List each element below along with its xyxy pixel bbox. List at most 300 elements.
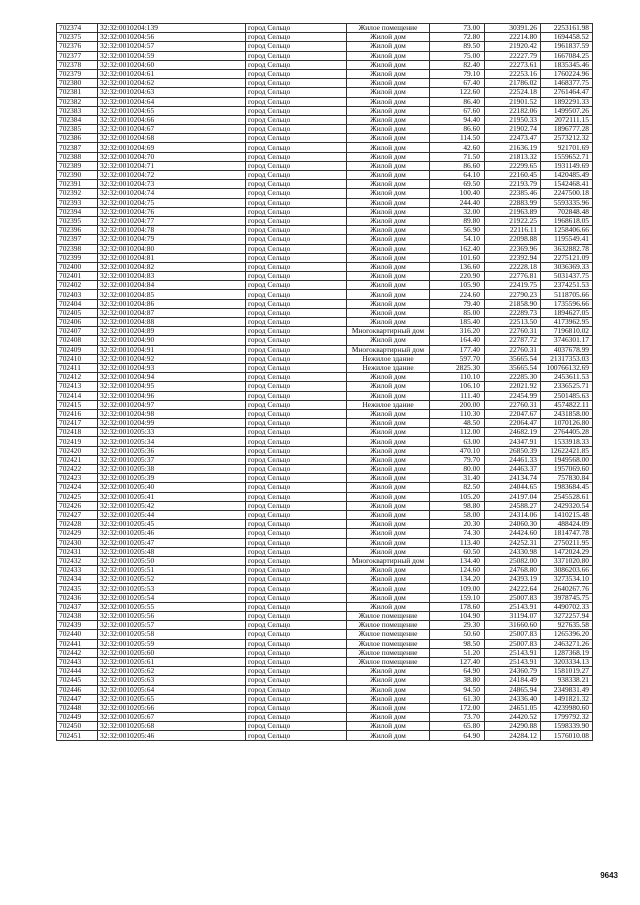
cadastral-number-cell: 32:32:0010204:93 [98,363,246,372]
cadastral-value-cell: 1892291.33 [541,97,593,106]
table-row [57,510,593,519]
specific-value-cell: 24651.05 [485,703,541,712]
table-row [57,630,593,639]
cadastral-number-cell: 32:32:0010204:79 [98,235,246,244]
row-number-cell: 702446 [57,685,98,694]
specific-value-cell: 24197.04 [485,492,541,501]
address-cell: город Сельцо [246,180,347,189]
table-row [57,584,593,593]
object-type-cell: Жилой дом [347,161,430,170]
cadastral-value-cell: 2253161.98 [541,24,593,33]
object-type-cell: Жилое помещение [347,648,430,657]
area-cell: 224.60 [430,290,485,299]
cadastral-number-cell: 32:32:0010205:37 [98,455,246,464]
area-cell: 75.00 [430,51,485,60]
area-cell: 72.80 [430,33,485,42]
address-cell: город Сельцо [246,630,347,639]
cadastral-value-cell: 1598339.90 [541,722,593,731]
cadastral-value-cell: 2764405.28 [541,428,593,437]
row-number-cell: 702410 [57,354,98,363]
table-row [57,419,593,428]
object-type-cell: Жилое помещение [347,630,430,639]
cadastral-number-cell: 32:32:0010204:70 [98,152,246,161]
object-type-cell: Жилой дом [347,676,430,685]
area-cell: 32.00 [430,207,485,216]
address-cell: город Сельцо [246,529,347,538]
cadastral-number-cell: 32:32:0010205:46 [98,529,246,538]
row-number-cell: 702429 [57,529,98,538]
cadastral-number-cell: 32:32:0010204:78 [98,226,246,235]
object-type-cell: Жилой дом [347,143,430,152]
address-cell: город Сельцо [246,409,347,418]
table-row [57,437,593,446]
cadastral-number-cell: 32:32:0010204:95 [98,382,246,391]
row-number-cell: 702422 [57,465,98,474]
row-number-cell: 702406 [57,318,98,327]
object-type-cell: Жилой дом [347,713,430,722]
cadastral-value-cell: 1195549.41 [541,235,593,244]
table-row [57,520,593,529]
address-cell: город Сельцо [246,318,347,327]
area-cell: 65.80 [430,722,485,731]
cadastral-value-cell: 1491821.32 [541,694,593,703]
cadastral-value-cell: 2349831.49 [541,685,593,694]
cadastral-value-cell: 921701.69 [541,143,593,152]
area-cell: 94.50 [430,685,485,694]
address-cell: город Сельцо [246,336,347,345]
address-cell: город Сельцо [246,235,347,244]
row-number-cell: 702390 [57,171,98,180]
address-cell: город Сельцо [246,419,347,428]
area-cell: 79.40 [430,299,485,308]
row-number-cell: 702450 [57,722,98,731]
specific-value-cell: 35665.54 [485,354,541,363]
specific-value-cell: 25143.91 [485,648,541,657]
row-number-cell: 702403 [57,290,98,299]
address-cell: город Сельцо [246,281,347,290]
area-cell: 105.20 [430,492,485,501]
object-type-cell: Многоквартирный дом [347,327,430,336]
cadastral-value-cell: 1667084.25 [541,51,593,60]
area-cell: 98.50 [430,639,485,648]
object-type-cell: Жилой дом [347,281,430,290]
table-row [57,88,593,97]
area-cell: 80.00 [430,465,485,474]
table-row [57,446,593,455]
area-cell: 162.40 [430,244,485,253]
cadastral-value-cell: 1968618.05 [541,216,593,225]
row-number-cell: 702435 [57,584,98,593]
cadastral-number-cell: 32:32:0010205:68 [98,722,246,731]
specific-value-cell: 22253.16 [485,69,541,78]
object-type-cell: Жилой дом [347,566,430,575]
area-cell: 124.60 [430,566,485,575]
row-number-cell: 702417 [57,419,98,428]
object-type-cell: Нежилое здание [347,354,430,363]
cadastral-value-cell: 5118705.66 [541,290,593,299]
area-cell: 79.10 [430,69,485,78]
area-cell: 159.10 [430,593,485,602]
table-row [57,465,593,474]
table-row [57,42,593,51]
address-cell: город Сельцо [246,465,347,474]
cadastral-value-cell: 1410215.48 [541,510,593,519]
area-cell: 172.00 [430,703,485,712]
table-row [57,327,593,336]
row-number-cell: 702434 [57,575,98,584]
area-cell: 122.60 [430,88,485,97]
cadastral-value-cell: 2429320.54 [541,501,593,510]
row-number-cell: 702398 [57,244,98,253]
address-cell: город Сельцо [246,501,347,510]
row-number-cell: 702393 [57,198,98,207]
area-cell: 50.60 [430,630,485,639]
cadastral-value-cell: 1468377.75 [541,79,593,88]
row-number-cell: 702384 [57,115,98,124]
cadastral-number-cell: 32:32:0010204:77 [98,216,246,225]
specific-value-cell: 22228.18 [485,262,541,271]
table-row [57,33,593,42]
cadastral-number-cell: 32:32:0010205:67 [98,713,246,722]
cadastral-value-cell: 2463271.26 [541,639,593,648]
address-cell: город Сельцо [246,703,347,712]
cadastral-value-cell: 2545528.61 [541,492,593,501]
area-cell: 64.90 [430,731,485,740]
specific-value-cell: 21950.33 [485,115,541,124]
specific-value-cell: 22760.31 [485,345,541,354]
object-type-cell: Жилой дом [347,318,430,327]
area-cell: 64.90 [430,667,485,676]
cadastral-value-cell: 12622421.85 [541,446,593,455]
object-type-cell: Жилой дом [347,703,430,712]
address-cell: город Сельцо [246,207,347,216]
address-cell: город Сельцо [246,694,347,703]
cadastral-number-cell: 32:32:0010205:48 [98,547,246,556]
cadastral-number-cell: 32:32:0010205:40 [98,483,246,492]
cadastral-number-cell: 32:32:0010204:80 [98,244,246,253]
address-cell: город Сельцо [246,639,347,648]
table-row [57,694,593,703]
specific-value-cell: 22116.11 [485,226,541,235]
object-type-cell: Жилой дом [347,79,430,88]
specific-value-cell: 22227.79 [485,51,541,60]
cadastral-value-cell: 1576010.08 [541,731,593,740]
page-number: 9643 [600,871,618,880]
specific-value-cell: 22273.61 [485,60,541,69]
table-row [57,143,593,152]
object-type-cell: Жилой дом [347,602,430,611]
specific-value-cell: 24284.12 [485,731,541,740]
cadastral-value-cell: 5593335.96 [541,198,593,207]
address-cell: город Сельцо [246,667,347,676]
specific-value-cell: 25007.83 [485,593,541,602]
cadastral-number-cell: 32:32:0010204:68 [98,134,246,143]
object-type-cell: Жилой дом [347,226,430,235]
row-number-cell: 702445 [57,676,98,685]
cadastral-value-cell: 2247500.18 [541,189,593,198]
table-row [57,51,593,60]
row-number-cell: 702419 [57,437,98,446]
row-number-cell: 702405 [57,308,98,317]
cadastral-number-cell: 32:32:0010204:96 [98,391,246,400]
cadastral-value-cell: 488424.09 [541,520,593,529]
table-row [57,216,593,225]
address-cell: город Сельцо [246,446,347,455]
address-cell: город Сельцо [246,272,347,281]
table-row [57,299,593,308]
cadastral-value-cell: 1957069.60 [541,465,593,474]
specific-value-cell: 31194.07 [485,612,541,621]
object-type-cell: Жилой дом [347,391,430,400]
cadastral-number-cell: 32:32:0010204:56 [98,33,246,42]
table-row [57,336,593,345]
object-type-cell: Жилой дом [347,308,430,317]
object-type-cell: Жилой дом [347,180,430,189]
cadastral-value-cell: 1070126.80 [541,419,593,428]
table-row [57,345,593,354]
specific-value-cell: 22285.30 [485,373,541,382]
specific-value-cell: 31660.60 [485,621,541,630]
row-number-cell: 702448 [57,703,98,712]
address-cell: город Сельцо [246,134,347,143]
area-cell: 178.60 [430,602,485,611]
address-cell: город Сельцо [246,584,347,593]
cadastral-number-cell: 32:32:0010205:36 [98,446,246,455]
cadastral-number-cell: 32:32:0010205:41 [98,492,246,501]
row-number-cell: 702428 [57,520,98,529]
table-row [57,125,593,134]
cadastral-number-cell: 32:32:0010204:94 [98,373,246,382]
table-row [57,455,593,464]
specific-value-cell: 22419.75 [485,281,541,290]
address-cell: город Сельцо [246,161,347,170]
address-cell: город Сельцо [246,612,347,621]
cadastral-number-cell: 32:32:0010205:42 [98,501,246,510]
area-cell: 101.60 [430,253,485,262]
specific-value-cell: 21901.52 [485,97,541,106]
table-row [57,115,593,124]
row-number-cell: 702443 [57,657,98,666]
specific-value-cell: 22790.23 [485,290,541,299]
row-number-cell: 702377 [57,51,98,60]
cadastral-number-cell: 32:32:0010204:86 [98,299,246,308]
specific-value-cell: 25007.83 [485,630,541,639]
object-type-cell: Жилой дом [347,216,430,225]
area-cell: 73.70 [430,713,485,722]
row-number-cell: 702385 [57,125,98,134]
cadastral-value-cell: 1499507.26 [541,106,593,115]
cadastral-value-cell: 702848.48 [541,207,593,216]
area-cell: 48.50 [430,419,485,428]
specific-value-cell: 22214.80 [485,33,541,42]
cadastral-number-cell: 32:32:0010205:61 [98,657,246,666]
table-row [57,667,593,676]
area-cell: 104.90 [430,612,485,621]
address-cell: город Сельцо [246,566,347,575]
table-row [57,281,593,290]
object-type-cell: Жилой дом [347,538,430,547]
row-number-cell: 702411 [57,363,98,372]
specific-value-cell: 22021.92 [485,382,541,391]
specific-value-cell: 24347.91 [485,437,541,446]
cadastral-value-cell: 3086203.66 [541,566,593,575]
area-cell: 42.60 [430,143,485,152]
address-cell: город Сельцо [246,143,347,152]
cadastral-value-cell: 1533918.33 [541,437,593,446]
address-cell: город Сельцо [246,373,347,382]
object-type-cell: Жилой дом [347,42,430,51]
row-number-cell: 702402 [57,281,98,290]
cadastral-number-cell: 32:32:0010204:85 [98,290,246,299]
specific-value-cell: 24290.88 [485,722,541,731]
address-cell: город Сельцо [246,722,347,731]
cadastral-number-cell: 32:32:0010205:53 [98,584,246,593]
object-type-cell: Жилой дом [347,492,430,501]
table-row [57,612,593,621]
cadastral-value-cell: 1542468.41 [541,180,593,189]
area-cell: 89.50 [430,42,485,51]
specific-value-cell: 24461.33 [485,455,541,464]
table-row [57,363,593,372]
cadastral-number-cell: 32:32:0010204:84 [98,281,246,290]
address-cell: город Сельцо [246,400,347,409]
object-type-cell: Жилой дом [347,244,430,253]
specific-value-cell: 22524.18 [485,88,541,97]
cadastral-value-cell: 757830.84 [541,474,593,483]
cadastral-number-cell: 32:32:0010204:62 [98,79,246,88]
area-cell: 109.00 [430,584,485,593]
cadastral-number-cell: 32:32:0010205:64 [98,685,246,694]
table-row [57,648,593,657]
address-cell: город Сельцо [246,51,347,60]
row-number-cell: 702447 [57,694,98,703]
cadastral-number-cell: 32:32:0010204:98 [98,409,246,418]
cadastral-value-cell: 1420485.49 [541,171,593,180]
table-row [57,593,593,602]
cadastral-value-cell: 1949568.00 [541,455,593,464]
specific-value-cell: 24060.30 [485,520,541,529]
row-number-cell: 702407 [57,327,98,336]
row-number-cell: 702382 [57,97,98,106]
specific-value-cell: 22787.72 [485,336,541,345]
specific-value-cell: 22760.31 [485,327,541,336]
table-row [57,235,593,244]
row-number-cell: 702412 [57,373,98,382]
table-row [57,621,593,630]
object-type-cell: Жилой дом [347,437,430,446]
object-type-cell: Жилой дом [347,446,430,455]
address-cell: город Сельцо [246,648,347,657]
area-cell: 63.00 [430,437,485,446]
address-cell: город Сельцо [246,171,347,180]
cadastral-number-cell: 32:32:0010204:57 [98,42,246,51]
cadastral-number-cell: 32:32:0010205:54 [98,593,246,602]
object-type-cell: Жилой дом [347,60,430,69]
specific-value-cell: 22454.99 [485,391,541,400]
object-type-cell: Жилой дом [347,520,430,529]
cadastral-number-cell: 32:32:0010205:63 [98,676,246,685]
cadastral-number-cell: 32:32:0010205:47 [98,538,246,547]
specific-value-cell: 25143.91 [485,602,541,611]
area-cell: 67.40 [430,79,485,88]
table-row [57,226,593,235]
address-cell: город Сельцо [246,428,347,437]
object-type-cell: Жилой дом [347,694,430,703]
area-cell: 100.40 [430,189,485,198]
row-number-cell: 702397 [57,235,98,244]
row-number-cell: 702418 [57,428,98,437]
address-cell: город Сельцо [246,253,347,262]
row-number-cell: 702425 [57,492,98,501]
table-row [57,713,593,722]
cadastral-value-cell: 2573212.32 [541,134,593,143]
table-row [57,318,593,327]
row-number-cell: 702378 [57,60,98,69]
row-number-cell: 702424 [57,483,98,492]
area-cell: 60.50 [430,547,485,556]
row-number-cell: 702451 [57,731,98,740]
cadastral-value-cell: 3632882.78 [541,244,593,253]
specific-value-cell: 24420.52 [485,713,541,722]
object-type-cell: Жилой дом [347,198,430,207]
area-cell: 110.30 [430,409,485,418]
row-number-cell: 702394 [57,207,98,216]
cadastral-value-cell: 2453611.53 [541,373,593,382]
area-cell: 31.40 [430,474,485,483]
row-number-cell: 702426 [57,501,98,510]
row-number-cell: 702395 [57,216,98,225]
table-row [57,566,593,575]
area-cell: 71.50 [430,152,485,161]
table-row [57,474,593,483]
object-type-cell: Жилое помещение [347,612,430,621]
cadastral-value-cell: 927635.58 [541,621,593,630]
cadastral-value-cell: 2275121.09 [541,253,593,262]
cadastral-number-cell: 32:32:0010204:74 [98,189,246,198]
area-cell: 94.40 [430,115,485,124]
specific-value-cell: 24134.74 [485,474,541,483]
cadastral-value-cell: 1760224.96 [541,69,593,78]
specific-value-cell: 21922.25 [485,216,541,225]
address-cell: город Сельцо [246,510,347,519]
table-row [57,24,593,33]
table-row [57,373,593,382]
table-row [57,97,593,106]
cadastral-number-cell: 32:32:0010204:91 [98,345,246,354]
cadastral-value-table [56,23,593,741]
address-cell: город Сельцо [246,198,347,207]
cadastral-value-cell: 7196810.02 [541,327,593,336]
row-number-cell: 702404 [57,299,98,308]
cadastral-number-cell: 32:32:0010204:64 [98,97,246,106]
specific-value-cell: 24424.60 [485,529,541,538]
object-type-cell: Жилой дом [347,189,430,198]
table-row [57,529,593,538]
address-cell: город Сельцо [246,391,347,400]
object-type-cell: Жилой дом [347,125,430,134]
cadastral-number-cell: 32:32:0010204:87 [98,308,246,317]
object-type-cell: Жилой дом [347,51,430,60]
area-cell: 113.40 [430,538,485,547]
cadastral-value-cell: 1265396.20 [541,630,593,639]
address-cell: город Сельцо [246,676,347,685]
specific-value-cell: 35665.54 [485,363,541,372]
table-row [57,639,593,648]
specific-value-cell: 24768.80 [485,566,541,575]
cadastral-number-cell: 32:32:0010205:45 [98,520,246,529]
address-cell: город Сельцо [246,262,347,271]
row-number-cell: 702416 [57,409,98,418]
